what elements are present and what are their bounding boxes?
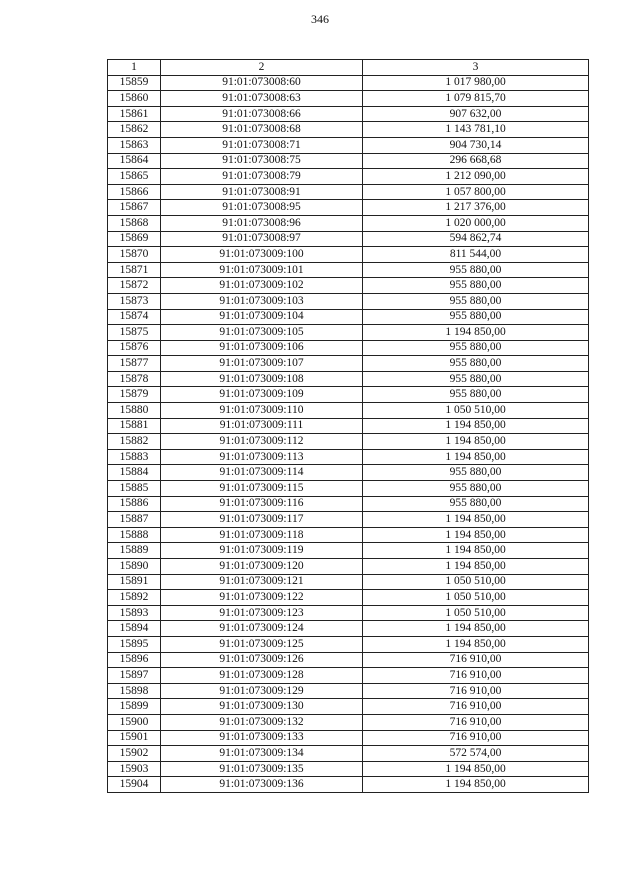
cell-row-number: 15902 <box>108 746 161 762</box>
cell-value: 572 574,00 <box>363 746 589 762</box>
cell-cadastral-number: 91:01:073009:113 <box>161 449 363 465</box>
cell-row-number: 15897 <box>108 668 161 684</box>
cell-row-number: 15901 <box>108 730 161 746</box>
cell-row-number: 15860 <box>108 91 161 107</box>
cell-row-number: 15874 <box>108 309 161 325</box>
cell-cadastral-number: 91:01:073009:129 <box>161 683 363 699</box>
cell-cadastral-number: 91:01:073008:91 <box>161 184 363 200</box>
cell-value: 955 880,00 <box>363 262 589 278</box>
cell-row-number: 15903 <box>108 761 161 777</box>
cell-value: 1 194 850,00 <box>363 777 589 793</box>
cell-row-number: 15865 <box>108 169 161 185</box>
cell-value: 716 910,00 <box>363 652 589 668</box>
cell-row-number: 15872 <box>108 278 161 294</box>
cell-row-number: 15875 <box>108 325 161 341</box>
page-number: 346 <box>311 12 329 26</box>
cell-row-number: 15868 <box>108 215 161 231</box>
cell-cadastral-number: 91:01:073009:128 <box>161 668 363 684</box>
cell-cadastral-number: 91:01:073009:120 <box>161 559 363 575</box>
table-row <box>108 137 589 153</box>
cell-value: 1 079 815,70 <box>363 91 589 107</box>
cell-value: 1 194 850,00 <box>363 512 589 528</box>
table-row <box>108 652 589 668</box>
table-row <box>108 512 589 528</box>
cell-value: 1 194 850,00 <box>363 636 589 652</box>
cell-value: 955 880,00 <box>363 496 589 512</box>
cell-row-number: 15880 <box>108 403 161 419</box>
cell-row-number: 15864 <box>108 153 161 169</box>
cell-row-number: 15899 <box>108 699 161 715</box>
cell-cadastral-number: 91:01:073009:103 <box>161 293 363 309</box>
cell-cadastral-number: 91:01:073009:133 <box>161 730 363 746</box>
cell-value: 1 057 800,00 <box>363 184 589 200</box>
cell-row-number: 15891 <box>108 574 161 590</box>
cell-row-number: 15890 <box>108 559 161 575</box>
table-row <box>108 465 589 481</box>
cell-cadastral-number: 91:01:073009:105 <box>161 325 363 341</box>
cell-cadastral-number: 91:01:073009:118 <box>161 527 363 543</box>
cell-cadastral-number: 91:01:073009:117 <box>161 512 363 528</box>
table-row <box>108 527 589 543</box>
cell-value: 716 910,00 <box>363 668 589 684</box>
cell-cadastral-number: 91:01:073008:75 <box>161 153 363 169</box>
cell-cadastral-number: 91:01:073009:136 <box>161 777 363 793</box>
cell-row-number: 15889 <box>108 543 161 559</box>
cell-cadastral-number: 91:01:073009:134 <box>161 746 363 762</box>
cell-value: 716 910,00 <box>363 699 589 715</box>
table-row <box>108 761 589 777</box>
cell-value: 1 020 000,00 <box>363 215 589 231</box>
table-row <box>108 75 589 91</box>
cell-row-number: 15877 <box>108 356 161 372</box>
table-row <box>108 621 589 637</box>
cell-value: 716 910,00 <box>363 683 589 699</box>
table-row <box>108 574 589 590</box>
cell-value: 1 212 090,00 <box>363 169 589 185</box>
table-row <box>108 247 589 263</box>
cell-value: 1 194 850,00 <box>363 434 589 450</box>
cell-row-number: 15883 <box>108 449 161 465</box>
table-row <box>108 777 589 793</box>
table-row <box>108 418 589 434</box>
cell-cadastral-number: 91:01:073009:115 <box>161 481 363 497</box>
cell-row-number: 15892 <box>108 590 161 606</box>
table-row <box>108 153 589 169</box>
cell-cadastral-number: 91:01:073009:124 <box>161 621 363 637</box>
cell-value: 1 194 850,00 <box>363 559 589 575</box>
table-row <box>108 496 589 512</box>
table-row <box>108 325 589 341</box>
cell-cadastral-number: 91:01:073009:119 <box>161 543 363 559</box>
cell-cadastral-number: 91:01:073009:100 <box>161 247 363 263</box>
table-row <box>108 543 589 559</box>
cell-row-number: 15904 <box>108 777 161 793</box>
cell-cadastral-number: 91:01:073009:112 <box>161 434 363 450</box>
table-row <box>108 356 589 372</box>
table-row <box>108 231 589 247</box>
table-row <box>108 184 589 200</box>
cell-cadastral-number: 91:01:073009:130 <box>161 699 363 715</box>
table-row <box>108 559 589 575</box>
cell-value: 907 632,00 <box>363 106 589 122</box>
cell-cadastral-number: 91:01:073009:114 <box>161 465 363 481</box>
column-header-number: 1 <box>108 60 161 76</box>
cell-value: 955 880,00 <box>363 293 589 309</box>
cell-row-number: 15888 <box>108 527 161 543</box>
cell-row-number: 15887 <box>108 512 161 528</box>
cell-cadastral-number: 91:01:073008:96 <box>161 215 363 231</box>
table-row <box>108 371 589 387</box>
cell-cadastral-number: 91:01:073009:106 <box>161 340 363 356</box>
cell-value: 955 880,00 <box>363 340 589 356</box>
cell-row-number: 15867 <box>108 200 161 216</box>
column-header-cadastral: 2 <box>161 60 363 76</box>
cell-value: 955 880,00 <box>363 387 589 403</box>
cell-value: 1 194 850,00 <box>363 543 589 559</box>
cell-row-number: 15886 <box>108 496 161 512</box>
table-row <box>108 106 589 122</box>
table-row <box>108 262 589 278</box>
cell-value: 1 194 850,00 <box>363 527 589 543</box>
cell-cadastral-number: 91:01:073008:95 <box>161 200 363 216</box>
cell-row-number: 15871 <box>108 262 161 278</box>
cell-value: 811 544,00 <box>363 247 589 263</box>
cell-row-number: 15894 <box>108 621 161 637</box>
cell-value: 1 017 980,00 <box>363 75 589 91</box>
cell-row-number: 15862 <box>108 122 161 138</box>
cell-cadastral-number: 91:01:073009:121 <box>161 574 363 590</box>
cell-row-number: 15882 <box>108 434 161 450</box>
cell-row-number: 15869 <box>108 231 161 247</box>
cell-value: 1 194 850,00 <box>363 449 589 465</box>
cell-row-number: 15881 <box>108 418 161 434</box>
cell-value: 904 730,14 <box>363 137 589 153</box>
cell-value: 1 143 781,10 <box>363 122 589 138</box>
cell-value: 955 880,00 <box>363 465 589 481</box>
cell-cadastral-number: 91:01:073009:125 <box>161 636 363 652</box>
cell-cadastral-number: 91:01:073009:104 <box>161 309 363 325</box>
cell-cadastral-number: 91:01:073009:102 <box>161 278 363 294</box>
cell-value: 1 194 850,00 <box>363 418 589 434</box>
cell-cadastral-number: 91:01:073009:122 <box>161 590 363 606</box>
cell-cadastral-number: 91:01:073008:66 <box>161 106 363 122</box>
cell-value: 296 668,68 <box>363 153 589 169</box>
data-table <box>107 59 589 793</box>
column-header-value: 3 <box>363 60 589 76</box>
cell-cadastral-number: 91:01:073009:126 <box>161 652 363 668</box>
cell-cadastral-number: 91:01:073009:111 <box>161 418 363 434</box>
cell-value: 1 050 510,00 <box>363 574 589 590</box>
table-row <box>108 668 589 684</box>
table-row <box>108 449 589 465</box>
table-row <box>108 590 589 606</box>
table-row <box>108 434 589 450</box>
cell-cadastral-number: 91:01:073009:135 <box>161 761 363 777</box>
table-body <box>108 75 589 792</box>
cell-value: 716 910,00 <box>363 730 589 746</box>
table-row <box>108 309 589 325</box>
cell-value: 1 194 850,00 <box>363 761 589 777</box>
cell-value: 1 050 510,00 <box>363 403 589 419</box>
cell-cadastral-number: 91:01:073009:107 <box>161 356 363 372</box>
cell-cadastral-number: 91:01:073008:71 <box>161 137 363 153</box>
cell-cadastral-number: 91:01:073009:110 <box>161 403 363 419</box>
table-row <box>108 605 589 621</box>
cell-row-number: 15873 <box>108 293 161 309</box>
cell-row-number: 15896 <box>108 652 161 668</box>
table-row <box>108 293 589 309</box>
cell-row-number: 15879 <box>108 387 161 403</box>
cell-value: 1 050 510,00 <box>363 590 589 606</box>
table-row <box>108 200 589 216</box>
cell-value: 1 217 376,00 <box>363 200 589 216</box>
table-row <box>108 714 589 730</box>
cell-value: 955 880,00 <box>363 481 589 497</box>
cell-row-number: 15859 <box>108 75 161 91</box>
cell-cadastral-number: 91:01:073009:108 <box>161 371 363 387</box>
cell-row-number: 15898 <box>108 683 161 699</box>
table-row <box>108 699 589 715</box>
table-row <box>108 278 589 294</box>
cell-row-number: 15900 <box>108 714 161 730</box>
cell-cadastral-number: 91:01:073009:132 <box>161 714 363 730</box>
table-row <box>108 387 589 403</box>
table-header-row <box>108 60 589 76</box>
table-row <box>108 215 589 231</box>
cell-row-number: 15878 <box>108 371 161 387</box>
cell-value: 955 880,00 <box>363 278 589 294</box>
cell-cadastral-number: 91:01:073008:60 <box>161 75 363 91</box>
table-row <box>108 340 589 356</box>
cell-row-number: 15870 <box>108 247 161 263</box>
cell-row-number: 15895 <box>108 636 161 652</box>
cell-row-number: 15876 <box>108 340 161 356</box>
cell-cadastral-number: 91:01:073008:63 <box>161 91 363 107</box>
cell-row-number: 15884 <box>108 465 161 481</box>
cell-cadastral-number: 91:01:073008:79 <box>161 169 363 185</box>
table-row <box>108 122 589 138</box>
table-row <box>108 91 589 107</box>
cell-cadastral-number: 91:01:073008:97 <box>161 231 363 247</box>
cell-cadastral-number: 91:01:073009:116 <box>161 496 363 512</box>
cell-value: 955 880,00 <box>363 356 589 372</box>
table-row <box>108 481 589 497</box>
table-row <box>108 403 589 419</box>
cell-value: 594 862,74 <box>363 231 589 247</box>
cell-row-number: 15866 <box>108 184 161 200</box>
table-row <box>108 169 589 185</box>
cell-value: 955 880,00 <box>363 371 589 387</box>
cell-value: 1 050 510,00 <box>363 605 589 621</box>
cell-cadastral-number: 91:01:073009:123 <box>161 605 363 621</box>
cell-value: 1 194 850,00 <box>363 621 589 637</box>
table-row <box>108 730 589 746</box>
cell-row-number: 15863 <box>108 137 161 153</box>
cell-row-number: 15861 <box>108 106 161 122</box>
cell-cadastral-number: 91:01:073009:101 <box>161 262 363 278</box>
cell-row-number: 15893 <box>108 605 161 621</box>
cell-cadastral-number: 91:01:073009:109 <box>161 387 363 403</box>
table-row <box>108 683 589 699</box>
cell-value: 716 910,00 <box>363 714 589 730</box>
table-row <box>108 636 589 652</box>
cell-row-number: 15885 <box>108 481 161 497</box>
cell-cadastral-number: 91:01:073008:68 <box>161 122 363 138</box>
cell-value: 955 880,00 <box>363 309 589 325</box>
table-row <box>108 746 589 762</box>
cell-value: 1 194 850,00 <box>363 325 589 341</box>
